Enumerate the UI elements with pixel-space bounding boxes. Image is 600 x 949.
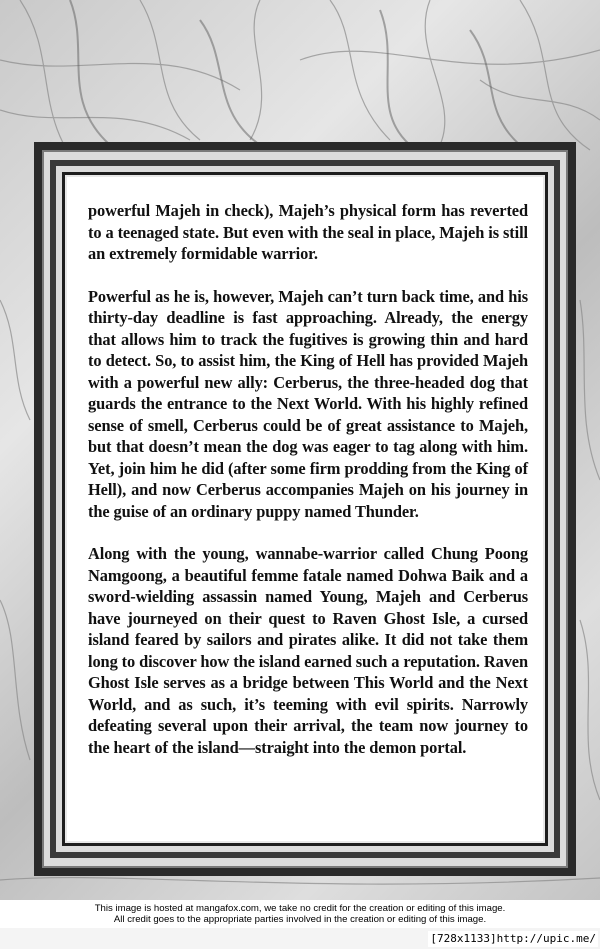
paragraph-3: Along with the young, wannabe-warrior called Chung Poong Namgoong, a beautiful femme fatale named Dohwa Baik and a sword-wielding assassin named Young, Majeh and Cerberus have journeyed on their quest to Raven Ghost Isle, a cursed island feared by sailors and pirates alike. It did not take them long to discover how the island earned such a reputation. Raven Ghost Isle serves as a bridge between This World and the Next World, and as such, it’s teeming with evil spirits. Narrowly defeating several upon their arrival, the team now journey to the heart of the island—straight into the demon portal. (88, 544, 528, 757)
paragraph-1: powerful Majeh in check), Majeh’s physical form has reverted to a teenaged state. But even with the seal in place, Majeh is still an extremely formidable warrior. (88, 201, 528, 263)
paragraph-2: Powerful as he is, however, Majeh can’t turn back time, and his thirty-day deadline is fast approaching. Already, the energy that allows him to track the fugitives is growing thin and hard to detect. So, to assist him, the King of Hell has provided Majeh with a powerful new ally: Cerberus, the three-headed dog that guards the entrance to the Next World. With his highly refined sense of smell, Cerberus could be of great assistance to Majeh, but that doesn’t mean the dog was eager to tag along with him. Yet, join him he did (after some firm prodding from the King of Hell), and now Cerberus accompanies Majeh on his journey in the guise of an ordinary puppy named Thunder. (88, 286, 528, 521)
article-text (88, 200, 528, 779)
image-size-url-tag: [728x1133]http://upic.me/ (430, 932, 596, 945)
hosting-notice (0, 900, 600, 928)
hosting-notice-line-2: All credit goes to the appropriate parties involved in the creation or editing of this image. (113, 914, 487, 925)
hosting-notice-line-1: This image is hosted at mangafox.com, we take no credit for the creation or editing of this image. (94, 903, 506, 914)
